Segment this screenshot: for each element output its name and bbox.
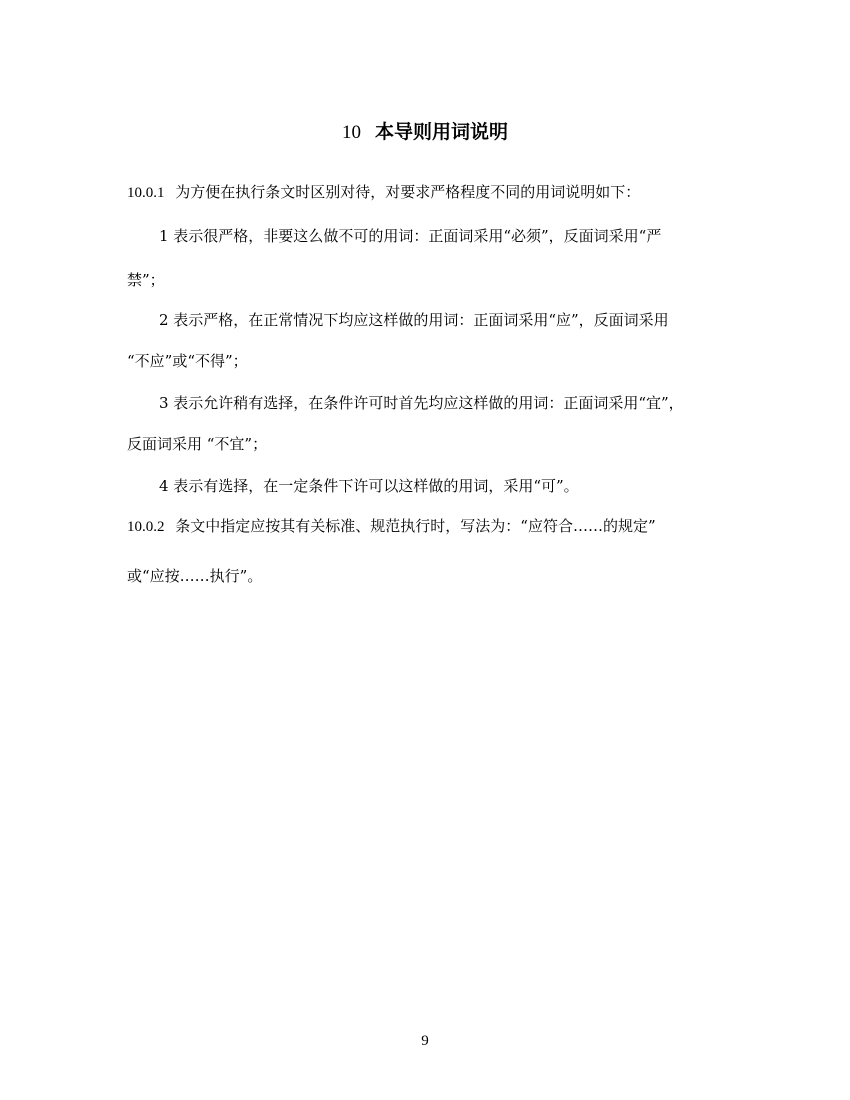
item-1-line-1: 1 表示很严格，非要这么做不可的用词：正面词采用“必须”，反面词采用“严 <box>159 227 662 245</box>
item-2-line-1: 2 表示严格，在正常情况下均应这样做的用词：正面词采用“应”，反面词采用 <box>159 311 669 329</box>
section-number: 10 <box>341 122 361 143</box>
clause-10-0-1 <box>127 181 640 204</box>
clause-10-0-2 <box>127 515 656 538</box>
clause-text: 为方便在执行条文时区别对待，对要求严格程度不同的用词说明如下： <box>175 183 641 201</box>
page-number: 9 <box>421 1033 429 1049</box>
clause-10-0-2-line-2: 或“应按……执行”。 <box>127 567 263 585</box>
section-heading <box>0 118 850 147</box>
item-2-line-2: “不应”或“不得”； <box>127 352 248 370</box>
clause-number: 10.0.2 <box>127 519 165 535</box>
clause-number: 10.0.1 <box>127 185 165 201</box>
item-1-line-2: 禁”； <box>127 271 165 289</box>
item-3-line-1: 3 表示允许稍有选择，在条件许可时首先均应这样做的用词：正面词采用“宜”， <box>159 394 684 412</box>
clause-text: 条文中指定应按其有关标准、规范执行时，写法为：“应符合……的规定” <box>175 517 656 535</box>
item-4-line-1: 4 表示有选择，在一定条件下许可以这样做的用词，采用“可”。 <box>159 477 579 495</box>
section-title: 本导则用词说明 <box>375 121 509 143</box>
item-3-line-2: 反面词采用 “不宜”； <box>127 435 268 453</box>
